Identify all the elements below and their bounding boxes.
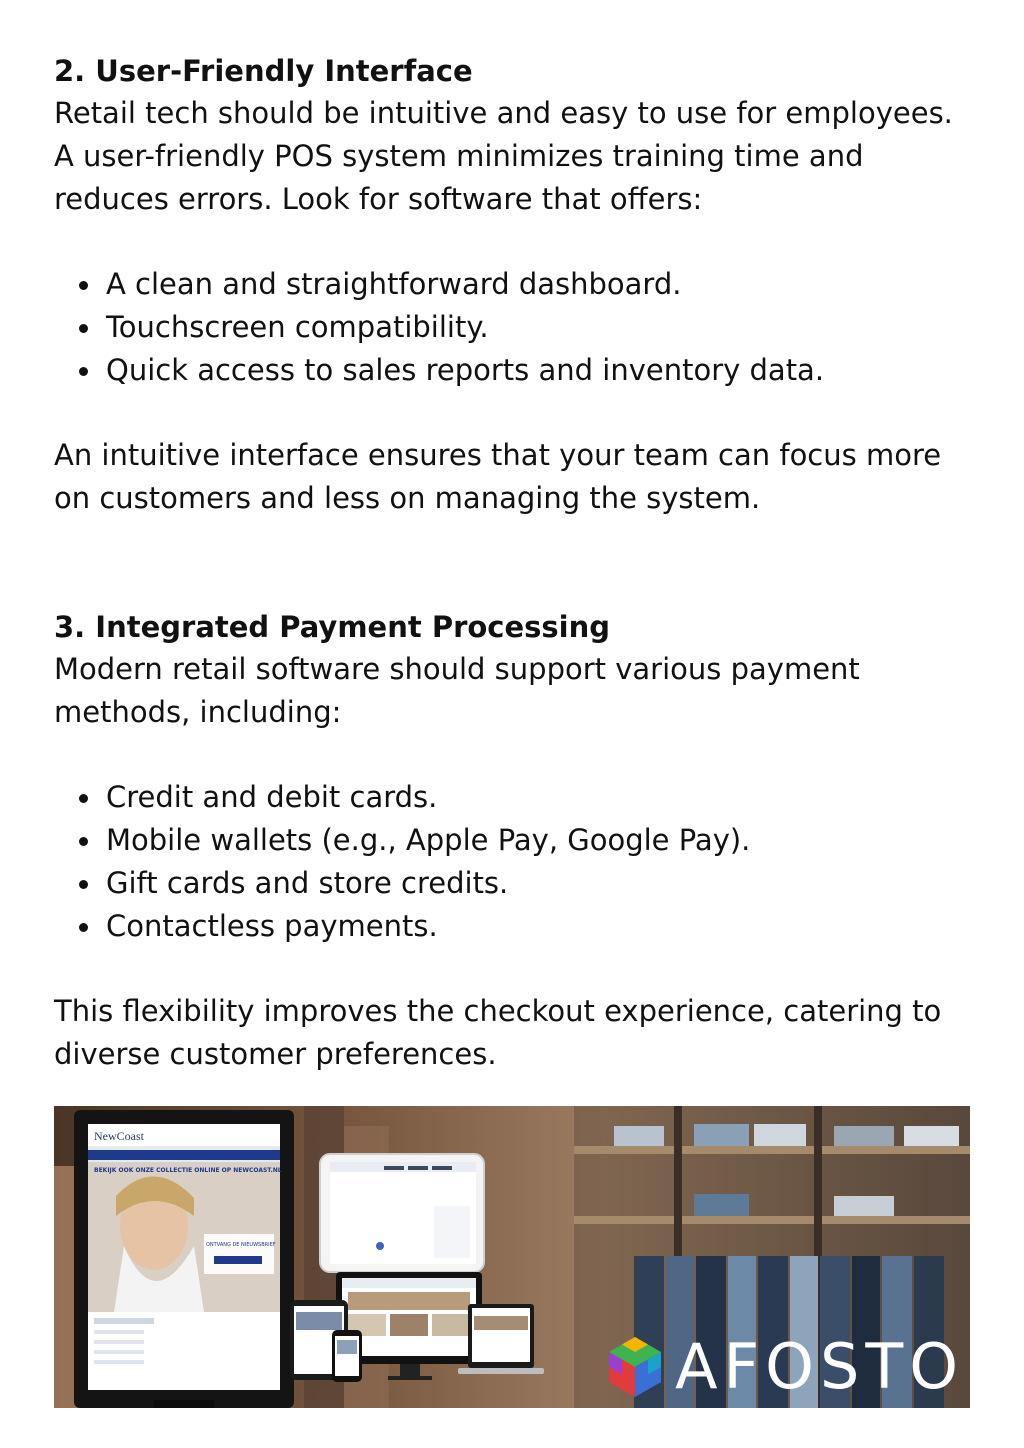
section-outro: An intuitive interface ensures that your team can focus more on customers and less on managing the system. [54,438,942,515]
afosto-logo-text: AFOSTO [675,1330,964,1403]
section-title: 3. Integrated Payment Processing [54,610,611,644]
list-item: Quick access to sales reports and inventory data. [106,349,970,392]
section-outro: This flexibility improves the checkout experience, catering to diverse customer preferences. [54,994,942,1071]
retail-banner-image [54,1106,970,1408]
section-intro: Retail tech should be intuitive and easy to use for employees. A user-friendly POS system minimizes training time and reduces errors. Look for software that offers: [54,96,953,216]
kiosk-newsletter: ONTVANG DE NIEUWSBRIEF [206,1242,276,1248]
afosto-cube-icon [605,1335,665,1399]
afosto-logo [605,1332,964,1402]
article-content [54,50,970,1076]
list-item: A clean and straightforward dashboard. [106,263,970,306]
section-integrated-payment-processing [54,606,970,1076]
list-item: Credit and debit cards. [106,776,970,819]
payment-methods-list [54,776,970,948]
section-title: 2. User-Friendly Interface [54,54,473,88]
kiosk-headline: BEKIJK OOK ONZE COLLECTIE ONLINE OP NEWCOAST.NL [94,1167,282,1174]
section-user-friendly-interface [54,50,970,520]
section-intro: Modern retail software should support various payment methods, including: [54,652,860,729]
feature-list [54,263,970,392]
list-item: Touchscreen compatibility. [106,306,970,349]
kiosk-brand: NewCoast [94,1129,144,1143]
list-item: Gift cards and store credits. [106,862,970,905]
list-item: Mobile wallets (e.g., Apple Pay, Google Pay). [106,819,970,862]
list-item: Contactless payments. [106,905,970,948]
